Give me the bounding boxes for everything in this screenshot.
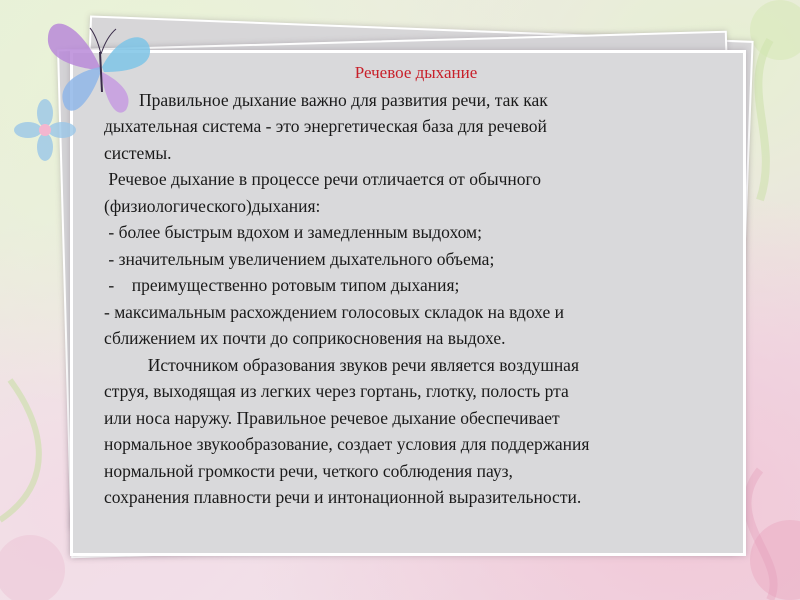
flower-icon: [10, 95, 80, 165]
text-body: [104, 87, 734, 511]
text-line: сохранения плавности речи и интонационной выразительности.: [104, 487, 582, 507]
text-line: сближением их почти до соприкосновения на выдохе.: [104, 328, 506, 348]
text-line: струя, выходящая из легких через гортань, глотку, полость рта: [104, 381, 569, 401]
text-line: - максимальным расхождением голосовых складок на вдохе и: [104, 301, 564, 322]
text-line: - значительным увеличением дыхательного объема;: [104, 248, 495, 269]
text-line: - преимущественно ротовым типом дыхания;: [104, 275, 460, 295]
slide-content: [104, 60, 734, 511]
text-line: Правильное дыхание важно для развития речи, так как: [104, 89, 548, 110]
text-line: или носа наружу. Правильное речевое дыхание обеспечивает: [104, 407, 560, 428]
text-line: системы.: [104, 142, 172, 163]
text-line: нормальное звукообразование, создает условия для поддержания: [104, 434, 590, 454]
text-line: нормальной громкости речи, четкого соблюдения пауз,: [104, 460, 513, 481]
text-line: Источником образования звуков речи является воздушная: [104, 354, 580, 375]
text-line: - более быстрым вдохом и замедленным выдохом;: [104, 222, 482, 242]
text-line: Речевое дыхание в процессе речи отличается от обычного: [104, 169, 542, 189]
text-line: дыхательная система - это энергетическая база для речевой: [104, 116, 547, 136]
text-line: (физиологического)дыхания:: [104, 195, 321, 216]
slide-title: Речевое дыхание: [354, 63, 478, 82]
